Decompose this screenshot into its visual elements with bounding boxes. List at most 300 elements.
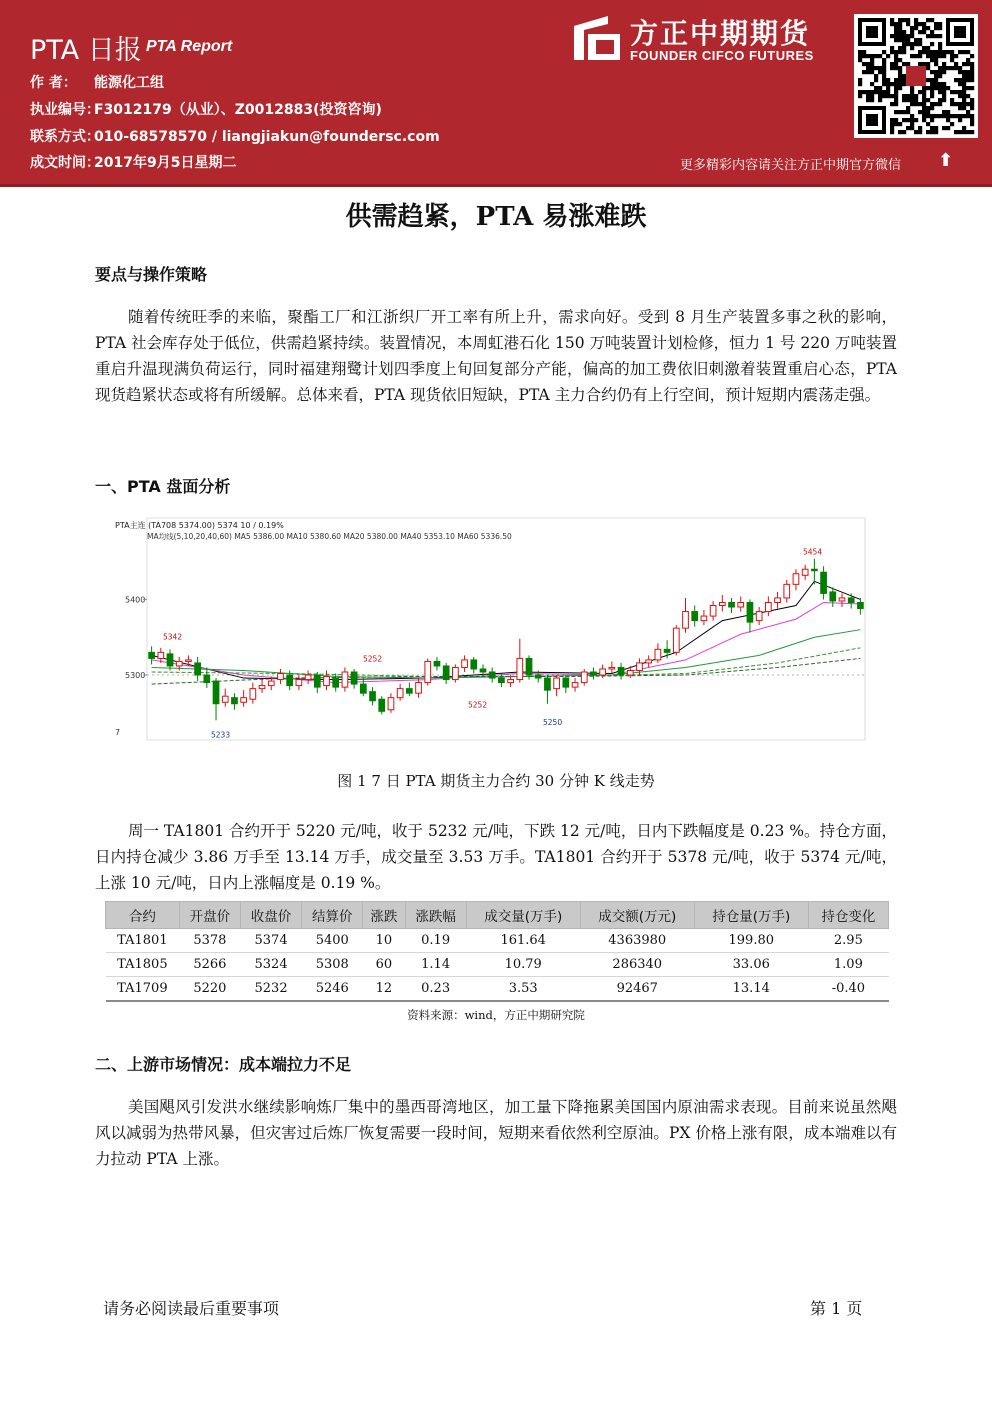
- qr-module: [934, 26, 938, 30]
- qr-module: [918, 50, 922, 54]
- table-header-cell: 涨跌幅: [405, 902, 466, 929]
- qr-module: [934, 70, 938, 74]
- follow-wechat-text: 更多精彩内容请关注方正中期官方微信: [680, 158, 902, 173]
- qr-module: [870, 90, 874, 94]
- qr-module: [970, 98, 974, 102]
- candle-body: [756, 612, 762, 621]
- candle-body: [176, 661, 182, 666]
- chart-annotation: 5233: [211, 730, 231, 740]
- qr-module: [890, 46, 894, 50]
- key-points-paragraph: [95, 304, 897, 408]
- qr-module: [934, 82, 938, 86]
- qr-module: [962, 82, 966, 86]
- qr-module: [878, 94, 882, 98]
- qr-module: [966, 62, 970, 66]
- qr-module: [966, 94, 970, 98]
- chart-annotation: 5252: [468, 700, 488, 710]
- qr-module: [874, 90, 878, 94]
- qr-module: [970, 54, 974, 58]
- qr-module: [946, 114, 950, 118]
- candle-body: [489, 672, 495, 678]
- table-cell: 286340: [580, 953, 694, 977]
- qr-module: [870, 94, 874, 98]
- qr-module: [918, 102, 922, 106]
- qr-module: [918, 38, 922, 42]
- qr-module: [902, 110, 906, 114]
- qr-module: [894, 86, 898, 90]
- candle-body: [765, 602, 771, 611]
- qr-module: [962, 78, 966, 82]
- candle-body: [296, 680, 302, 686]
- qr-module: [894, 58, 898, 62]
- table-header-cell: 涨跌: [363, 902, 405, 929]
- qr-module: [962, 90, 966, 94]
- qr-module: [910, 46, 914, 50]
- table-cell: 3.53: [466, 977, 580, 1002]
- key-points-text: 随着传统旺季的来临，聚酯工厂和江浙织厂开工率有所上升，需求向好。受到 8 月生产装置多事之秋的影响，PTA 社会库存处于低位，供需趋紧持续。装置情况，本周虹港石化 150 万吨装置计划检修，恒力 1 号 220 万吨装置重启升温现满负荷运行，同时福建翔鹭计划四季度上旬回复部分产能，偏高的加工费依旧刺激着装置重启心态，PTA 现货趋紧状态或将有所缓解。总体来看，PTA 现货依旧短缺，PTA 主力合约仍有上行空间，预计短期内震荡走强。: [95, 308, 897, 404]
- qr-module: [922, 22, 926, 26]
- qr-module: [906, 42, 910, 46]
- qr-module: [962, 70, 966, 74]
- qr-module: [898, 66, 902, 70]
- qr-module: [910, 90, 914, 94]
- qr-module: [938, 82, 942, 86]
- qr-module: [914, 18, 918, 22]
- qr-module: [946, 50, 950, 54]
- qr-module: [874, 54, 878, 58]
- candle-body: [830, 592, 836, 601]
- qr-module: [970, 86, 974, 90]
- qr-module: [902, 82, 906, 86]
- qr-module: [970, 62, 974, 66]
- table-cell: 5266: [179, 953, 240, 977]
- chart-annotation: 5342: [163, 632, 183, 642]
- candle-body: [499, 678, 505, 683]
- qr-module: [902, 46, 906, 50]
- qr-module: [958, 114, 962, 118]
- qr-module: [882, 66, 886, 70]
- candle-body: [821, 572, 827, 593]
- table-cell: 0.23: [405, 977, 466, 1002]
- qr-module: [894, 122, 898, 126]
- qr-module: [930, 106, 934, 110]
- qr-module: [930, 82, 934, 86]
- table-cell: 5378: [179, 929, 240, 953]
- table-header-cell: 持仓变化: [808, 902, 888, 929]
- meta-license-label: 执业编号：: [30, 102, 100, 118]
- candle-body: [351, 672, 357, 684]
- candle-body: [425, 661, 431, 682]
- meta-date-label: 成文时间：: [30, 155, 100, 171]
- candle-body: [370, 692, 376, 701]
- qr-module: [922, 86, 926, 90]
- candle-body: [259, 686, 265, 689]
- qr-module: [894, 90, 898, 94]
- qr-module: [918, 42, 922, 46]
- qr-module: [946, 110, 950, 114]
- qr-module: [930, 102, 934, 106]
- figure-caption: 图 1 7 日 PTA 期货主力合约 30 分钟 K 线走势: [337, 772, 655, 790]
- contract-table: [105, 901, 889, 1002]
- candle-body: [333, 678, 339, 687]
- candle-body: [204, 675, 210, 683]
- qr-module: [922, 50, 926, 54]
- candle-body: [434, 661, 440, 666]
- table-cell: 2.95: [808, 929, 888, 953]
- table-row: [106, 953, 889, 977]
- chart-annotation: 5250: [543, 717, 563, 727]
- candle-body: [802, 569, 808, 575]
- qr-module: [870, 54, 874, 58]
- candle-body: [278, 674, 284, 680]
- table-cell: -0.40: [808, 977, 888, 1002]
- qr-module: [918, 110, 922, 114]
- qr-module: [934, 130, 938, 134]
- table-cell: 10.79: [466, 953, 580, 977]
- candle-body: [848, 598, 854, 603]
- qr-module: [874, 66, 878, 70]
- table-cell: 1.14: [405, 953, 466, 977]
- table-cell: TA1801: [106, 929, 180, 953]
- qr-module: [930, 34, 934, 38]
- qr-module: [918, 54, 922, 58]
- qr-code-icon[interactable]: [854, 14, 978, 138]
- qr-module: [858, 90, 862, 94]
- logo-text-en: FOUNDER CIFCO FUTURES: [630, 48, 814, 63]
- qr-module: [910, 26, 914, 30]
- qr-module: [934, 126, 938, 130]
- qr-module: [970, 130, 974, 134]
- footer-notice: 请务必阅读最后重要事项: [103, 1299, 280, 1318]
- qr-module: [898, 110, 902, 114]
- candle-body: [324, 677, 330, 686]
- qr-module: [934, 74, 938, 78]
- qr-module: [970, 122, 974, 126]
- qr-module: [942, 66, 946, 70]
- candle-body: [738, 602, 744, 607]
- qr-module: [926, 34, 930, 38]
- qr-module: [926, 86, 930, 90]
- qr-module: [910, 126, 914, 130]
- qr-module: [934, 114, 938, 118]
- qr-module: [902, 18, 906, 22]
- qr-module: [962, 74, 966, 78]
- meta-date: [30, 152, 236, 172]
- qr-module: [898, 58, 902, 62]
- qr-module: [922, 62, 926, 66]
- qr-module: [894, 54, 898, 58]
- qr-module: [902, 30, 906, 34]
- candle-body: [858, 602, 864, 608]
- candle-body: [195, 663, 201, 675]
- qr-module: [930, 126, 934, 130]
- candle-body: [581, 672, 587, 683]
- chart-header-line2: MA均线(5,10,20,40,60) MA5 5386.00 MA10 5380.60 MA20 5380.00 MA40 5353.10 MA60 5336.50: [147, 532, 512, 541]
- qr-module: [962, 102, 966, 106]
- qr-module: [962, 62, 966, 66]
- table-cell: 92467: [580, 977, 694, 1002]
- qr-module: [890, 22, 894, 26]
- qr-module: [910, 42, 914, 46]
- qr-module: [894, 30, 898, 34]
- qr-module: [894, 110, 898, 114]
- qr-module: [866, 70, 870, 74]
- qr-module: [938, 50, 942, 54]
- qr-module: [890, 94, 894, 98]
- document-title: 供需趋紧，PTA 易涨难跌: [345, 202, 647, 232]
- qr-module: [894, 78, 898, 82]
- qr-module: [882, 62, 886, 66]
- table-cell: 0.19: [405, 929, 466, 953]
- qr-module: [962, 130, 966, 134]
- qr-module: [910, 118, 914, 122]
- candle-body: [655, 649, 661, 660]
- table-cell: 5324: [240, 953, 301, 977]
- qr-module: [966, 110, 970, 114]
- qr-module: [970, 78, 974, 82]
- qr-module: [962, 126, 966, 130]
- qr-module: [966, 102, 970, 106]
- qr-module: [914, 94, 918, 98]
- candle-body: [453, 667, 459, 679]
- qr-module: [922, 26, 926, 30]
- meta-contact-value[interactable]: 010-68578570 / liangjiakun@foundersc.com: [94, 129, 440, 145]
- chart-annotation: 5252: [363, 654, 383, 664]
- qr-module: [942, 62, 946, 66]
- qr-module: [894, 34, 898, 38]
- qr-module: [966, 70, 970, 74]
- qr-module: [954, 66, 958, 70]
- qr-module: [966, 114, 970, 118]
- qr-module: [946, 66, 950, 70]
- qr-module: [962, 86, 966, 90]
- qr-module: [882, 58, 886, 62]
- qr-module: [914, 42, 918, 46]
- qr-module: [898, 50, 902, 54]
- candle-body: [250, 689, 256, 700]
- meta-author-value: 能源化工组: [94, 75, 164, 91]
- qr-module: [958, 78, 962, 82]
- upstream-text: 美国飓风引发洪水继续影响炼厂集中的墨西哥湾地区，加工量下降拖累美国国内原油需求表现。目前来说虽然飓风以减弱为热带风暴，但灾害过后炼厂恢复需要一段时间，短期来看依然利空原油。PX 价格上涨有限，成本端难以有力拉动 PTA 上涨。: [95, 1098, 897, 1168]
- qr-module: [898, 34, 902, 38]
- qr-module: [898, 38, 902, 42]
- qr-module: [862, 50, 866, 54]
- qr-module: [954, 78, 958, 82]
- table-cell: TA1709: [106, 977, 180, 1002]
- qr-module: [950, 50, 954, 54]
- qr-module: [958, 66, 962, 70]
- qr-module: [970, 74, 974, 78]
- qr-module: [898, 70, 902, 74]
- qr-module: [950, 58, 954, 62]
- table-cell: 12: [363, 977, 405, 1002]
- qr-module: [938, 74, 942, 78]
- qr-module: [918, 30, 922, 34]
- qr-module: [866, 90, 870, 94]
- qr-module: [882, 82, 886, 86]
- qr-module: [870, 98, 874, 102]
- qr-module: [934, 50, 938, 54]
- qr-module: [938, 26, 942, 30]
- qr-module: [910, 122, 914, 126]
- table-cell: 5232: [240, 977, 301, 1002]
- qr-module: [946, 118, 950, 122]
- qr-module: [918, 126, 922, 130]
- qr-module: [878, 86, 882, 90]
- candle-body: [747, 602, 753, 622]
- qr-module: [926, 114, 930, 118]
- qr-module: [926, 46, 930, 50]
- candle-body: [545, 678, 551, 690]
- qr-module: [922, 110, 926, 114]
- qr-module: [938, 90, 942, 94]
- qr-module: [966, 86, 970, 90]
- qr-module: [934, 34, 938, 38]
- candle-body: [591, 672, 597, 675]
- candle-body: [241, 698, 247, 703]
- table-cell: 4363980: [580, 929, 694, 953]
- qr-module: [950, 114, 954, 118]
- qr-module: [906, 98, 910, 102]
- candle-body: [600, 669, 606, 675]
- qr-module: [954, 102, 958, 106]
- qr-module: [942, 94, 946, 98]
- qr-module: [942, 114, 946, 118]
- table-cell: 5220: [179, 977, 240, 1002]
- candle-body: [646, 660, 652, 663]
- qr-module: [882, 90, 886, 94]
- qr-module: [878, 98, 882, 102]
- qr-module: [942, 126, 946, 130]
- qr-module: [902, 50, 906, 54]
- qr-module: [870, 62, 874, 66]
- qr-module: [858, 82, 862, 86]
- qr-module: [950, 90, 954, 94]
- meta-contact: [30, 126, 440, 146]
- qr-module: [954, 90, 958, 94]
- qr-module: [954, 114, 958, 118]
- candle-body: [793, 574, 799, 585]
- candle-body: [397, 689, 403, 698]
- data-source: 资料来源：wind，方正中期研究院: [407, 1008, 585, 1022]
- qr-module: [938, 66, 942, 70]
- qr-module: [914, 130, 918, 134]
- qr-module: [942, 82, 946, 86]
- qr-module: [914, 118, 918, 122]
- qr-module: [890, 50, 894, 54]
- qr-module: [910, 34, 914, 38]
- qr-module: [902, 94, 906, 98]
- qr-module: [970, 102, 974, 106]
- qr-module: [966, 50, 970, 54]
- qr-module: [938, 102, 942, 106]
- qr-module: [926, 98, 930, 102]
- meta-license-value: F3012179（从业）、Z0012883(投资咨询): [94, 102, 382, 118]
- meta-contact-label: 联系方式：: [30, 129, 100, 145]
- qr-module: [914, 26, 918, 30]
- qr-module: [882, 78, 886, 82]
- qr-module: [894, 102, 898, 106]
- qr-module: [902, 74, 906, 78]
- qr-module: [918, 90, 922, 94]
- candle-body: [627, 670, 633, 675]
- table-cell: 1.09: [808, 953, 888, 977]
- table-cell: 60: [363, 953, 405, 977]
- candle-body: [342, 672, 348, 687]
- qr-module: [910, 86, 914, 90]
- table-header-cell: 结算价: [302, 902, 363, 929]
- qr-module: [898, 130, 902, 134]
- qr-module: [902, 78, 906, 82]
- qr-module: [862, 70, 866, 74]
- qr-module: [858, 50, 862, 54]
- qr-module: [922, 106, 926, 110]
- table-header-row: [106, 902, 889, 929]
- qr-module: [922, 102, 926, 106]
- table-header-cell: 收盘价: [240, 902, 301, 929]
- qr-finder: [954, 26, 966, 38]
- qr-module: [934, 54, 938, 58]
- qr-module: [898, 122, 902, 126]
- table-header-cell: 成交量(万手): [466, 902, 580, 929]
- candle-body: [314, 675, 320, 687]
- qr-module: [926, 130, 930, 134]
- qr-module: [862, 90, 866, 94]
- qr-module: [898, 18, 902, 22]
- candle-body: [673, 628, 679, 652]
- candle-body: [508, 680, 514, 683]
- qr-module: [898, 74, 902, 78]
- qr-module: [970, 118, 974, 122]
- qr-module: [894, 62, 898, 66]
- qr-module: [906, 18, 910, 22]
- qr-module: [930, 54, 934, 58]
- kline-chart: [113, 517, 877, 741]
- qr-module: [946, 86, 950, 90]
- qr-module: [966, 78, 970, 82]
- qr-module: [926, 66, 930, 70]
- arrow-up-icon: ⬆: [938, 150, 954, 171]
- qr-module: [886, 78, 890, 82]
- qr-module: [886, 90, 890, 94]
- candle-body: [812, 569, 818, 571]
- qr-module: [942, 98, 946, 102]
- qr-module: [926, 106, 930, 110]
- qr-module: [934, 62, 938, 66]
- qr-module: [898, 22, 902, 26]
- qr-module: [890, 18, 894, 22]
- qr-module: [890, 126, 894, 130]
- qr-module: [870, 58, 874, 62]
- market-analysis-text: 周一 TA1801 合约开于 5220 元/吨，收于 5232 元/吨，下跌 12 元/吨，日内下跌幅度是 0.23 %。持仓方面，日内持仓减少 3.86 万手至 13.14 万手，成交量至 3.53 万手。TA1801 合约开于 5378 元/吨，收于 5374 元/吨，上涨 10 元/吨，日内上涨幅度是 0.19 %。: [95, 822, 897, 892]
- qr-module: [914, 22, 918, 26]
- qr-module: [902, 42, 906, 46]
- qr-module: [962, 50, 966, 54]
- qr-module: [878, 66, 882, 70]
- qr-module: [866, 62, 870, 66]
- candle-body: [149, 652, 155, 658]
- candle-body: [683, 612, 689, 629]
- qr-module: [890, 66, 894, 70]
- qr-module: [918, 22, 922, 26]
- qr-module: [942, 110, 946, 114]
- qr-module: [950, 122, 954, 126]
- candle-body: [158, 652, 164, 658]
- qr-module: [898, 82, 902, 86]
- qr-module: [926, 50, 930, 54]
- qr-module: [946, 126, 950, 130]
- table-cell: 199.80: [694, 929, 808, 953]
